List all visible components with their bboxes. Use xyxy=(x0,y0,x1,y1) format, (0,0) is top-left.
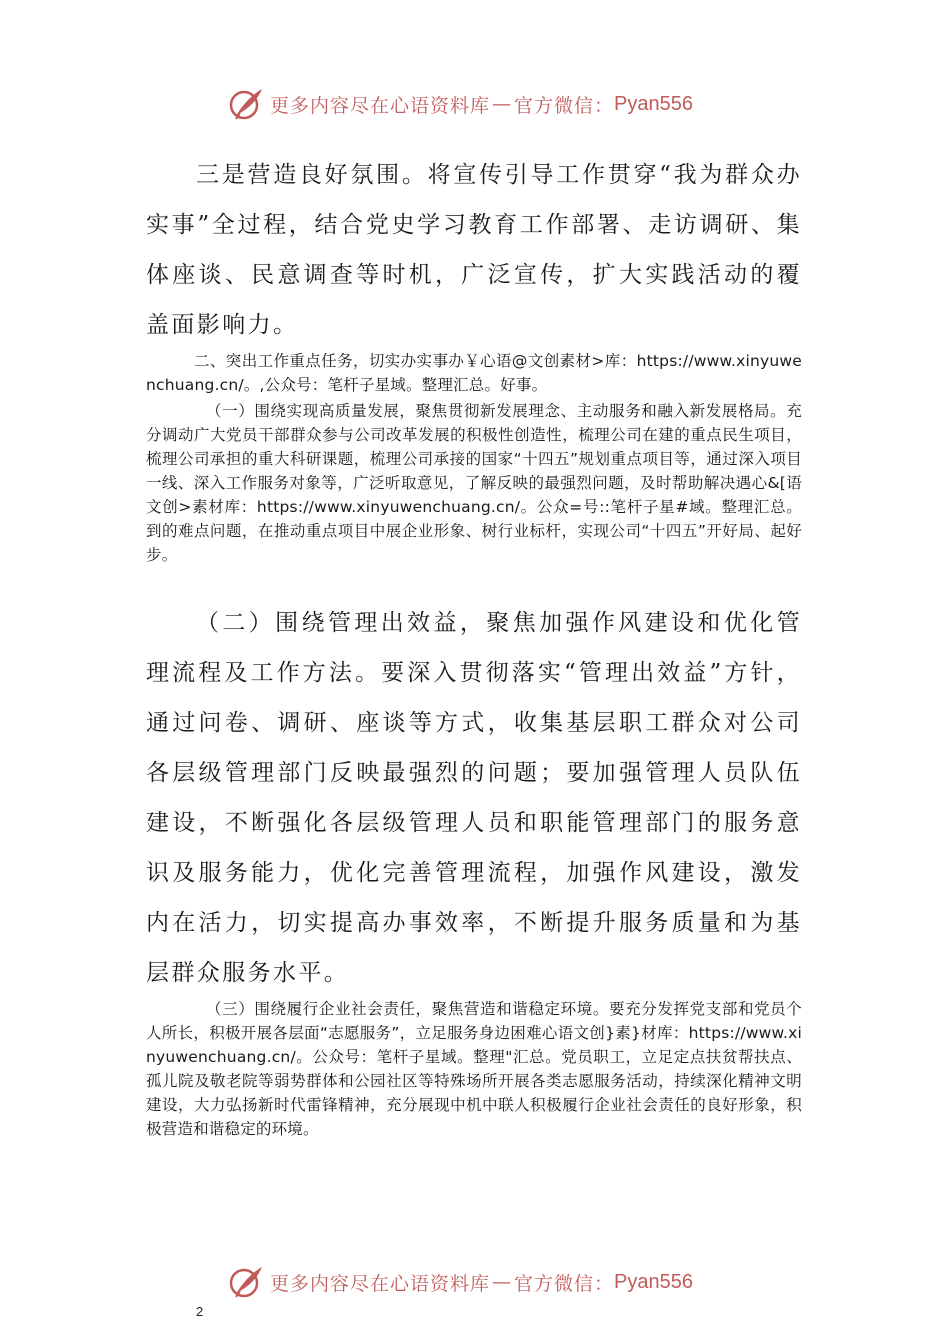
banner-text: 更多内容尽在心语资料库 xyxy=(270,94,491,117)
section-two xyxy=(146,349,802,397)
banner-separator: — xyxy=(492,1271,513,1293)
header-banner xyxy=(228,84,693,124)
banner-account-label: 官方微信： xyxy=(514,94,615,117)
paragraph-1: 三是营造良好氛围。将宣传引导工作贯穿“我为群众办实事”全过程，结合党史学习教育工作部署、走访调研、集体座谈、民意调查等时机，广泛宣传，扩大实践活动的覆盖面影响力。 xyxy=(146,162,802,338)
section-two-item-one xyxy=(146,399,802,567)
paragraph-3: （一）围绕实现高质量发展，聚焦贯彻新发展理念、主动服务和融入新发展格局。充分调动广大党员干部群众参与公司改革发展的积极性创造性，梳理公司在建的重点民生项目，梳理公司承担的重大科研课题，梳理公司承接的国家“十四五”规划重点项目等，通过深入项目一线、深入工作服务对象等，广泛听取意见，了解反映的最强烈问题，及时帮助解决遇心&[语文创>素材库：https://www.xinyuwenchuang.cn/。公众=号::笔杆子星#域。整理汇总。到的难点问题，在推动重点项目中展企业形象、树行业标杆，实现公司“十四五”开好局、起好步。 xyxy=(146,402,802,564)
quill-pen-logo-icon xyxy=(228,86,264,122)
section-two-item-three xyxy=(146,997,802,1141)
banner-account-label: 官方微信： xyxy=(514,1272,615,1295)
banner-text: 更多内容尽在心语资料库 xyxy=(270,1272,491,1295)
paragraph-4: （二）围绕管理出效益，聚焦加强作风建设和优化管理流程及工作方法。要深入贯彻落实“管理出效益”方针，通过问卷、调研、座谈等方式，收集基层职工群众对公司各层级管理部门反映最强烈的问题；要加强管理人员队伍建设，不断强化各层级管理人员和职能管理部门的服务意识及服务能力，优化完善管理流程，加强作风建设，激发内在活力，切实提高办事效率，不断提升服务质量和为基层群众服务水平。 xyxy=(146,610,802,986)
footer-banner xyxy=(228,1262,693,1302)
banner-account-id: Pyan556 xyxy=(614,92,693,115)
banner-account-id: Pyan556 xyxy=(614,1270,693,1293)
section-two-item-two xyxy=(146,598,802,998)
paragraph-5: （三）围绕履行企业社会责任，聚焦营造和谐稳定环境。要充分发挥党支部和党员个人所长，积极开展各层面“志愿服务”，立足服务身边困难心语文创}素}材库：https://www.xinyuwenchuang.cn/。公众号：笔杆子星域。整理"汇总。党员职工，立足定点扶贫帮扶点、孤儿院及敬老院等弱势群体和公园社区等特殊场所开展各类志愿服务活动，持续深化精神文明建设，大力弘扬新时代雷锋精神，充分展现中机中联人积极履行企业社会责任的良好形象，积极营造和谐稳定的环境。 xyxy=(146,1000,802,1138)
document-body xyxy=(146,150,802,350)
banner-separator: — xyxy=(492,93,513,115)
quill-pen-logo-icon xyxy=(228,1264,264,1300)
paragraph-2: 二、突出工作重点任务，切实办实事办￥心语@文创素材>库：https://www.xinyuwenchuang.cn/。,公众号：笔杆子星域。整理汇总。好事。 xyxy=(146,352,802,394)
page-number: 2 xyxy=(196,1304,204,1319)
